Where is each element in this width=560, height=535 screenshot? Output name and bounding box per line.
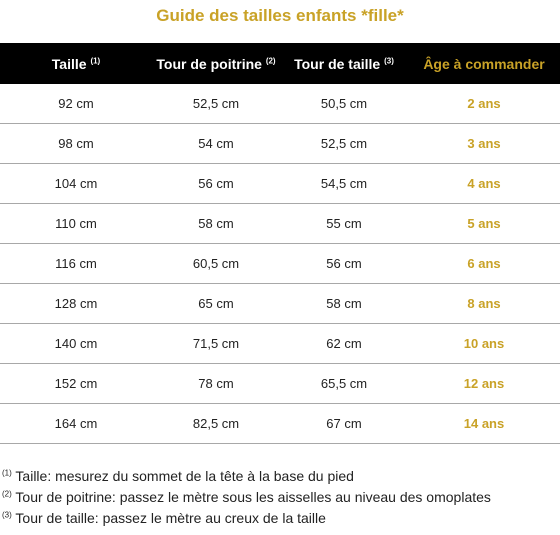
cell-tour-de-taille: 65,5 cm bbox=[280, 364, 408, 404]
header-label: Âge à commander bbox=[423, 55, 545, 72]
cell-tour-de-taille: 52,5 cm bbox=[280, 124, 408, 164]
cell-taille: 92 cm bbox=[0, 84, 152, 124]
footnote-text: Tour de taille: passez le mètre au creux de la taille bbox=[15, 510, 326, 526]
header-taille bbox=[0, 43, 152, 84]
cell-taille: 128 cm bbox=[0, 284, 152, 324]
cell-tour-de-taille: 56 cm bbox=[280, 244, 408, 284]
table-row bbox=[0, 204, 560, 244]
table-row bbox=[0, 364, 560, 404]
header-label: Tour de poitrine bbox=[156, 55, 262, 72]
cell-tour-de-taille: 54,5 cm bbox=[280, 164, 408, 204]
cell-tour-de-poitrine: 54 cm bbox=[152, 124, 280, 164]
cell-tour-de-taille: 50,5 cm bbox=[280, 84, 408, 124]
cell-taille: 152 cm bbox=[0, 364, 152, 404]
cell-age: 2 ans bbox=[408, 84, 560, 124]
cell-age: 12 ans bbox=[408, 364, 560, 404]
cell-age: 6 ans bbox=[408, 244, 560, 284]
header-footnote-ref: (2) bbox=[265, 55, 276, 65]
cell-tour-de-poitrine: 52,5 cm bbox=[152, 84, 280, 124]
table-row bbox=[0, 404, 560, 444]
page-title: Guide des tailles enfants *fille* bbox=[156, 6, 404, 25]
cell-age: 4 ans bbox=[408, 164, 560, 204]
table-row bbox=[0, 124, 560, 164]
header-tour-de-poitrine bbox=[152, 43, 280, 84]
footnote-text: Tour de poitrine: passez le mètre sous les aisselles au niveau des omoplates bbox=[15, 489, 491, 505]
cell-tour-de-poitrine: 60,5 cm bbox=[152, 244, 280, 284]
size-table bbox=[0, 43, 560, 444]
footnote-text: Taille: mesurez du sommet de la tête à la base du pied bbox=[15, 468, 354, 484]
table-header-row bbox=[0, 43, 560, 84]
footnote-marker: (1) bbox=[2, 468, 12, 478]
cell-tour-de-taille: 67 cm bbox=[280, 404, 408, 444]
cell-age: 3 ans bbox=[408, 124, 560, 164]
cell-tour-de-poitrine: 78 cm bbox=[152, 364, 280, 404]
cell-tour-de-poitrine: 58 cm bbox=[152, 204, 280, 244]
table-row bbox=[0, 84, 560, 124]
cell-tour-de-taille: 55 cm bbox=[280, 204, 408, 244]
header-age-a-commander bbox=[408, 43, 560, 84]
table-row bbox=[0, 324, 560, 364]
footnote-marker: (3) bbox=[2, 510, 12, 520]
cell-taille: 98 cm bbox=[0, 124, 152, 164]
table-row bbox=[0, 164, 560, 204]
header-label: Tour de taille bbox=[294, 55, 381, 72]
cell-tour-de-poitrine: 65 cm bbox=[152, 284, 280, 324]
cell-tour-de-poitrine: 56 cm bbox=[152, 164, 280, 204]
cell-age: 8 ans bbox=[408, 284, 560, 324]
header-tour-de-taille bbox=[280, 43, 408, 84]
cell-tour-de-taille: 62 cm bbox=[280, 324, 408, 364]
cell-tour-de-poitrine: 82,5 cm bbox=[152, 404, 280, 444]
footnote-marker: (2) bbox=[2, 489, 12, 499]
cell-age: 5 ans bbox=[408, 204, 560, 244]
cell-age: 14 ans bbox=[408, 404, 560, 444]
cell-tour-de-poitrine: 71,5 cm bbox=[152, 324, 280, 364]
cell-taille: 140 cm bbox=[0, 324, 152, 364]
cell-taille: 116 cm bbox=[0, 244, 152, 284]
footnotes bbox=[0, 466, 560, 529]
cell-tour-de-taille: 58 cm bbox=[280, 284, 408, 324]
cell-taille: 164 cm bbox=[0, 404, 152, 444]
header-label: Taille bbox=[51, 55, 87, 72]
table-row bbox=[0, 284, 560, 324]
table-row bbox=[0, 244, 560, 284]
footnote-3 bbox=[2, 508, 560, 529]
cell-taille: 110 cm bbox=[0, 204, 152, 244]
cell-taille: 104 cm bbox=[0, 164, 152, 204]
header-footnote-ref: (3) bbox=[384, 55, 394, 65]
cell-age: 10 ans bbox=[408, 324, 560, 364]
footnote-1 bbox=[2, 466, 560, 487]
header-footnote-ref: (1) bbox=[90, 55, 101, 65]
footnote-2 bbox=[2, 487, 560, 508]
